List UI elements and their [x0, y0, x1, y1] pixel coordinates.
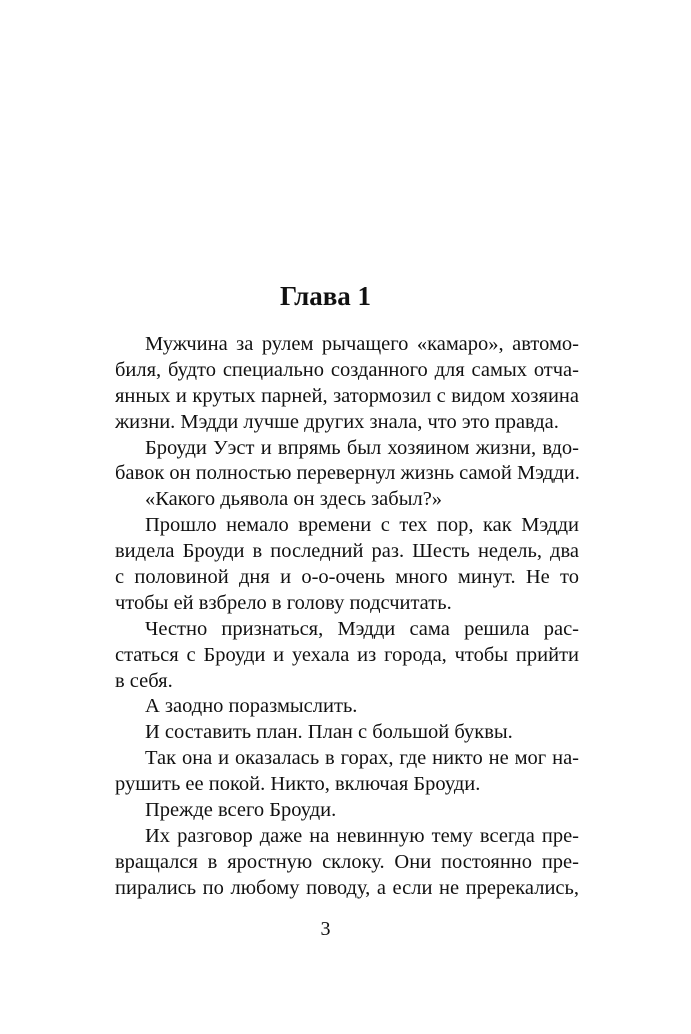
paragraph: [115, 617, 579, 695]
text-line: янных и крутых парней, затормозил с видом хозяина: [115, 384, 579, 407]
text-line: «Какого дьявола он здесь забыл?»: [145, 488, 443, 511]
chapter-title: [0, 280, 691, 312]
paragraph: [115, 332, 579, 436]
paragraph: [115, 824, 579, 902]
text-line: Прежде всего Броуди.: [145, 799, 337, 822]
paragraph: [115, 436, 579, 488]
paragraph: [115, 487, 579, 513]
text-line: бавок он полностью перевернул жизнь самой Мэдди.: [115, 462, 580, 485]
text-line: жизни. Мэдди лучше других знала, что это правда.: [115, 410, 559, 433]
text-line: биля, будто специально созданного для самых отча-: [115, 358, 579, 381]
text-line: Их разговор даже на невинную тему всегда пре-: [145, 824, 579, 847]
chapter-title-text: Глава 1: [279, 281, 372, 311]
paragraph: [115, 694, 579, 720]
text-line: Так она и оказалась в горах, где никто не мог на-: [145, 747, 579, 770]
text-line: статься с Броуди и уехала из города, чтобы прийти: [115, 643, 579, 666]
text-line: вращался в яростную склоку. Они постоянно пре-: [115, 850, 579, 873]
text-line: Броуди Уэст и впрямь был хозяином жизни, вдо-: [145, 436, 579, 459]
text-line: рушить ее покой. Никто, включая Броуди.: [115, 773, 481, 796]
text-line: чтобы ей взбрело в голову подсчитать.: [115, 591, 452, 614]
text-line: Честно признаться, Мэдди сама решила рас-: [145, 617, 579, 640]
text-line: Мужчина за рулем рычащего «камаро», автомо-: [145, 333, 579, 355]
paragraph: [115, 798, 579, 824]
body-text: [115, 332, 579, 902]
paragraph: [115, 513, 579, 617]
text-line: А заодно поразмыслить.: [145, 695, 358, 718]
text-line: с половиной дня и о-о-очень много минут. Не то: [115, 566, 579, 589]
paragraph: [115, 720, 579, 746]
page-number: [0, 918, 691, 941]
page-number-text: 3: [320, 918, 331, 940]
text-line: пирались по любому поводу, а если не пререкались,: [115, 876, 579, 899]
paragraph: [115, 746, 579, 798]
text-line: видела Броуди в последний раз. Шесть недель, два: [115, 540, 579, 563]
text-line: в себя.: [115, 669, 173, 692]
text-line: Прошло немало времени с тех пор, как Мэдди: [145, 514, 579, 537]
text-line: И составить план. План с большой буквы.: [145, 721, 513, 744]
